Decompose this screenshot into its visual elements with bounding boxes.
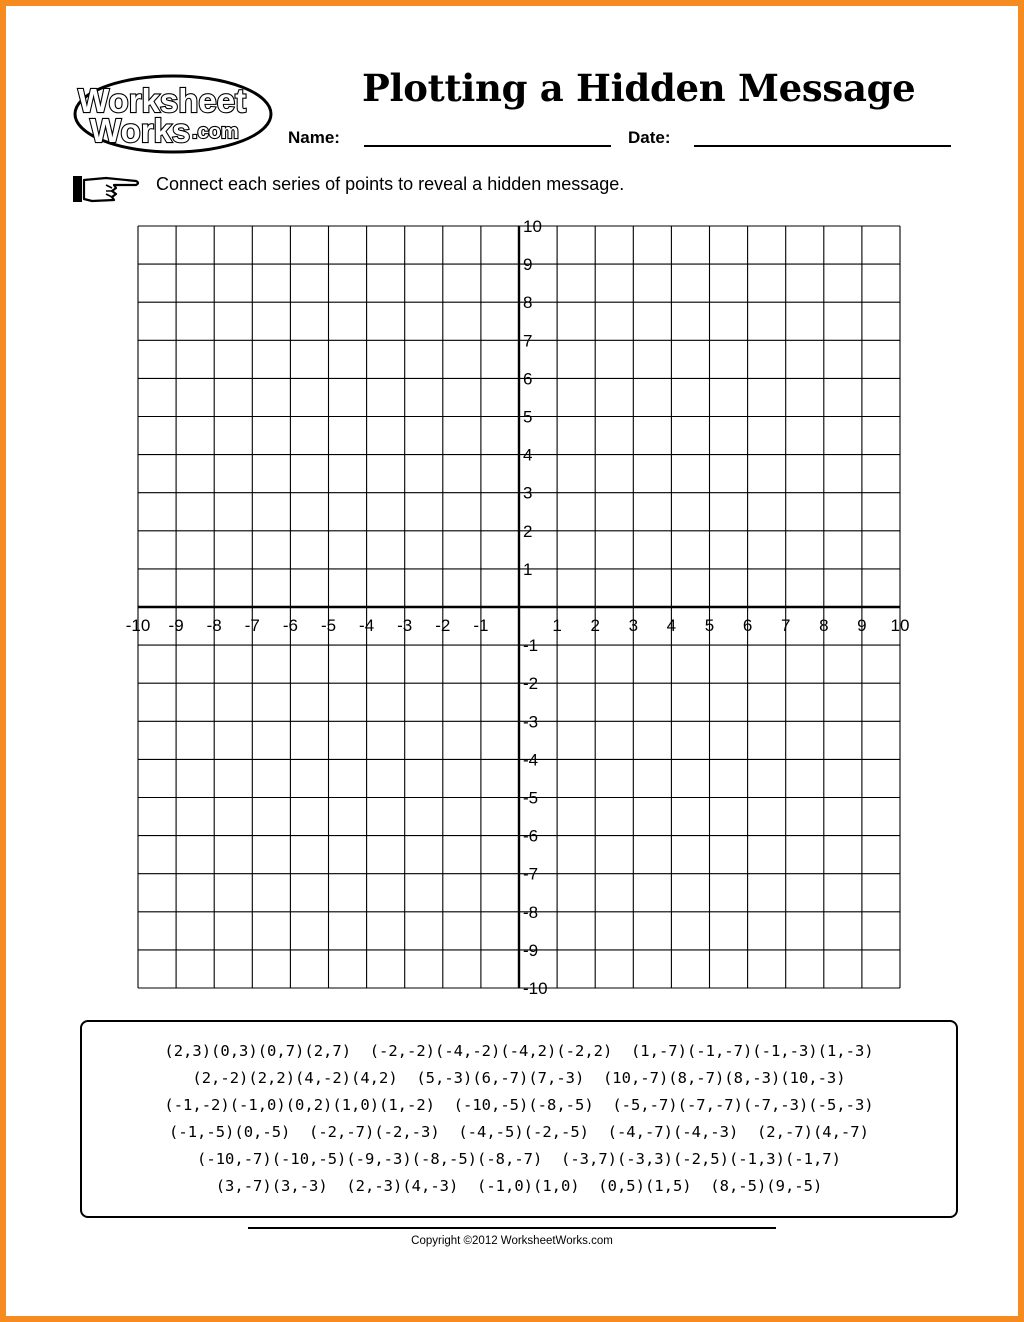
y-tick-label: 8 (523, 293, 533, 313)
y-tick-label: 1 (523, 559, 533, 579)
y-tick-label: -1 (523, 636, 539, 656)
x-tick-label: -4 (359, 616, 375, 635)
y-tick-label: 6 (523, 369, 533, 389)
coordinate-line: (-1,-2)(-1,0)(0,2)(1,0)(1,-2) (-10,-5)(-8,-5) (-5,-7)(-7,-7)(-7,-3)(-5,-3) (164, 1096, 874, 1114)
y-tick-label: 2 (523, 521, 533, 541)
y-tick-label: 7 (523, 331, 533, 351)
x-tick-label: -8 (206, 616, 222, 635)
coordinate-line: (2,-2)(2,2)(4,-2)(4,2) (5,-3)(6,-7)(7,-3) (10,-7)(8,-7)(8,-3)(10,-3) (192, 1069, 846, 1087)
x-tick-label: 7 (780, 616, 791, 635)
logo-word-com: .com (192, 121, 239, 143)
coordinate-plane (110, 210, 930, 1010)
y-tick-label: -5 (523, 788, 539, 808)
x-tick-label: 9 (857, 616, 867, 635)
x-tick-label: -2 (435, 616, 451, 635)
coordinate-line: (-10,-7)(-10,-5)(-9,-3)(-8,-5)(-8,-7) (-3,7)(-3,3)(-2,5)(-1,3)(-1,7) (197, 1150, 841, 1168)
y-tick-label: -6 (523, 826, 539, 846)
y-tick-label: -4 (523, 750, 539, 770)
x-tick-label: -5 (320, 616, 337, 635)
y-tick-label: -3 (523, 712, 539, 732)
x-tick-label: -10 (125, 616, 151, 635)
y-tick-label: -10 (523, 979, 548, 998)
worksheetworks-logo (72, 72, 274, 156)
x-tick-label: 8 (819, 616, 829, 635)
x-tick-label: -7 (244, 616, 260, 635)
y-tick-label: 9 (523, 255, 533, 275)
name-field[interactable] (364, 145, 611, 147)
y-tick-label: 4 (523, 445, 533, 465)
y-tick-label: 10 (523, 217, 542, 236)
logo-word-worksheet: Worksheet (78, 82, 247, 119)
y-tick-label: -8 (523, 902, 539, 922)
x-tick-label: 5 (704, 616, 715, 635)
x-tick-label: 1 (552, 616, 562, 635)
copyright-text: Copyright ©2012 WorksheetWorks.com (411, 1235, 613, 1247)
x-tick-label: -6 (282, 616, 298, 635)
name-label: Name: (288, 128, 340, 147)
y-tick-label: -7 (523, 864, 539, 884)
x-tick-label: -3 (397, 616, 413, 635)
date-field[interactable] (694, 145, 951, 147)
coordinate-list-box (80, 1020, 958, 1218)
instruction-text: Connect each series of points to reveal a hidden message. (156, 174, 625, 194)
footer-divider (248, 1227, 776, 1229)
x-tick-label: -9 (168, 616, 184, 635)
x-tick-label: 4 (666, 616, 677, 635)
y-tick-label: -2 (523, 674, 539, 694)
pointing-hand-icon (72, 172, 142, 206)
y-tick-label: 3 (523, 483, 533, 503)
x-tick-label: 6 (742, 616, 753, 635)
x-tick-label: -1 (473, 616, 489, 635)
coordinate-line: (-1,-5)(0,-5) (-2,-7)(-2,-3) (-4,-5)(-2,-5) (-4,-7)(-4,-3) (2,-7)(4,-7) (169, 1123, 869, 1141)
logo-word-works: Works (90, 112, 191, 149)
coordinate-line: (3,-7)(3,-3) (2,-3)(4,-3) (-1,0)(1,0) (0,5)(1,5) (8,-5)(9,-5) (215, 1177, 823, 1195)
y-tick-label: -9 (523, 940, 539, 960)
coordinate-line: (2,3)(0,3)(0,7)(2,7) (-2,-2)(-4,-2)(-4,2)(-2,2) (1,-7)(-1,-7)(-1,-3)(1,-3) (164, 1042, 874, 1060)
coordinate-grid (110, 210, 930, 1010)
x-tick-label: 3 (628, 616, 639, 635)
date-label: Date: (628, 128, 671, 147)
y-tick-label: 5 (523, 407, 533, 427)
page-title: Plotting a Hidden Message (362, 66, 916, 110)
x-tick-label: 2 (590, 616, 600, 635)
x-tick-label: 10 (890, 616, 910, 635)
